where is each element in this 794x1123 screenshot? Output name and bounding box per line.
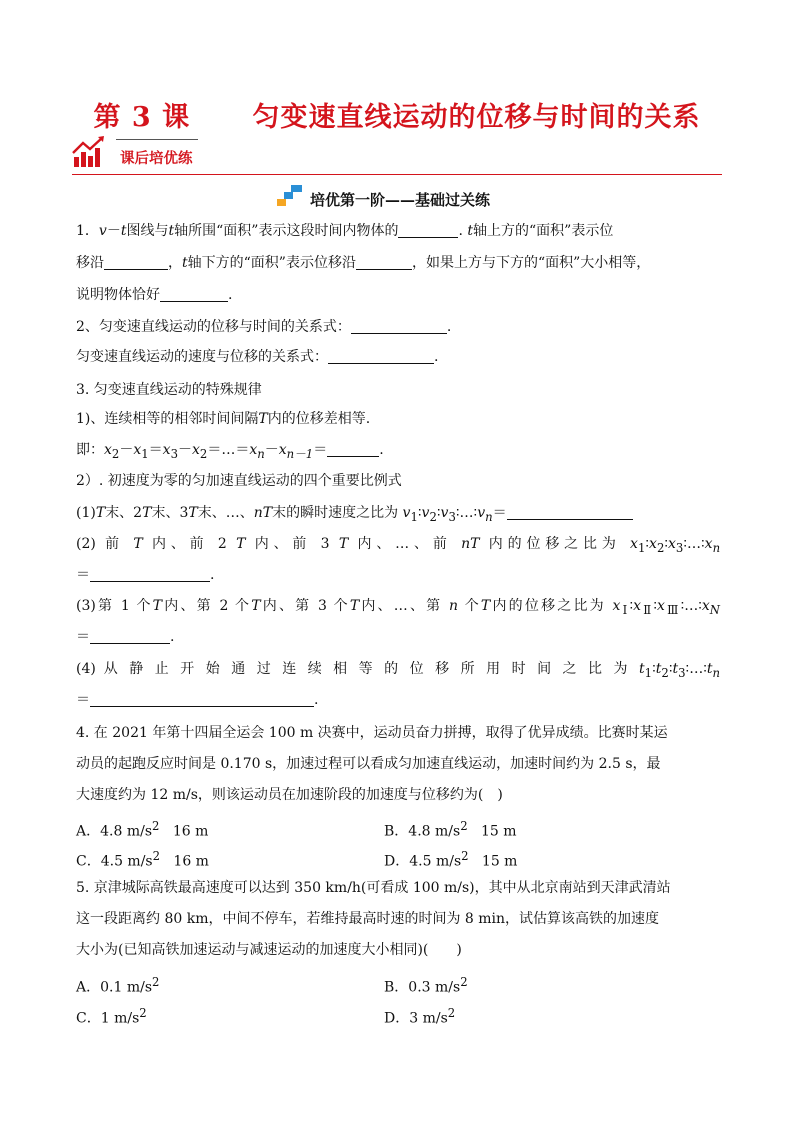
page-title: 第 3 课 匀变速直线运动的位移与时间的关系 — [93, 102, 701, 133]
q2-blank-2[interactable] — [328, 349, 434, 364]
trend-chart-icon — [72, 135, 106, 169]
q5-option-b[interactable]: B．0.3 $m/s^2$ — [384, 975, 468, 996]
q4-option-a[interactable]: A．4.8 $m/s^2$ 16 m — [76, 819, 209, 840]
q3-rule-1-formula: 即：$x_2-x_1=x_3-x_2=\dots=x_n-x_{n-1}=$ . — [76, 442, 384, 461]
q1-line-1: 1．v－t图线与t轴所围“面积”表示这段时间内物体的 . t轴上方的“面积”表示位 — [76, 223, 614, 239]
q3-ratio-4-answer: ＝ . — [76, 692, 319, 708]
header-bottom-rule — [72, 174, 722, 175]
q4-line-3: 大速度约为 12 m/s，则该运动员在加速阶段的加速度与位移约为( ) — [76, 787, 503, 803]
q4-line-1: 4. 在 2021 年第十四届全运会 100 m 决赛中，运动员奋力拼搏，取得了优异成绩。比赛时某运 — [76, 725, 668, 741]
q5-line-3: 大小为(已知高铁加速运动与减速运动的加速度大小相同)( ) — [76, 942, 462, 958]
q3-ratio-3-answer: ＝ . — [76, 629, 175, 645]
q3-rule-1: 1)、连续相等的相邻时间间隔T内的位移差相等. — [76, 411, 371, 427]
q4-option-d[interactable]: D．4.5 $m/s^2$ 15 m — [384, 849, 518, 870]
q2-blank-1[interactable] — [351, 319, 447, 334]
q4-option-b[interactable]: B．4.8 $m/s^2$ 15 m — [384, 819, 517, 840]
q3-blank-4[interactable] — [90, 629, 170, 644]
q2-line-1: 2、匀变速直线运动的位移与时间的关系式： . — [76, 319, 452, 335]
q3-heading: 3. 匀变速直线运动的特殊规律 — [76, 382, 262, 398]
subsection-label: 培优第一阶——基础过关练 — [310, 191, 491, 209]
q3-ratio-3: (3)第 1 个T内、第 2 个T内、第 3 个T内、…、第 n 个T内的位移之比为 $x_Ⅰ∶x_Ⅱ∶x_Ⅲ∶\dots∶x_N$ — [76, 598, 720, 617]
q1-blank-1[interactable] — [398, 223, 458, 238]
q5-line-2: 这一段距离约 80 km，中间不停车，若维持最高时速的时间为 8 min，试估算该高铁的加速度 — [76, 911, 660, 927]
q1-line-3: 说明物体恰好 . — [76, 287, 233, 303]
q3-ratio-2: (2) 前 T 内、前 2 T 内、前 3 T 内、…、前 nT 内的位移之比为 $x_1∶x_2∶x_3∶\dots∶x_n$ — [76, 536, 721, 555]
q1-line-2: 移沿 ，t轴下方的“面积”表示位移沿 ，如果上方与下方的“面积”大小相等， — [76, 255, 651, 271]
q3-blank-5[interactable] — [90, 692, 314, 707]
q2-line-2: 匀变速直线运动的速度与位移的关系式： . — [76, 349, 439, 365]
header-top-rule — [116, 139, 198, 140]
section-header — [72, 133, 722, 179]
q4-line-2: 动员的起跑反应时间是 0.170 s，加速过程可以看成匀加速直线运动，加速时间约为 2.5 s，最 — [76, 756, 661, 772]
q1-blank-2[interactable] — [104, 255, 168, 270]
q4-option-c[interactable]: C．4.5 $m/s^2$ 16 m — [76, 849, 209, 870]
q5-option-c[interactable]: C．1 $m/s^2$ — [76, 1006, 147, 1027]
subsection-header — [276, 183, 536, 209]
q3-blank-1[interactable] — [327, 442, 379, 457]
q1-blank-4[interactable] — [160, 287, 228, 302]
stairs-icon — [276, 183, 304, 207]
section-label: 课后培优练 — [120, 150, 193, 167]
q5-option-d[interactable]: D．3 $m/s^2$ — [384, 1006, 456, 1027]
q3-ratio-4: (4) 从 静 止 开 始 通 过 连 续 相 等 的 位 移 所 用 时 间 之 比 为 $t_1∶t_2∶t_3∶\dots∶t_n$ — [76, 661, 720, 680]
q3-blank-2[interactable] — [507, 505, 633, 520]
q3-ratio-2-answer: ＝ . — [76, 567, 215, 583]
q1-blank-3[interactable] — [356, 255, 412, 270]
q3-ratio-1: (1)T末、2T末、3T末、…、nT末的瞬时速度之比为 $v_1∶v_2∶v_3∶\dots∶v_n=$ — [76, 504, 633, 526]
q3-rule-2: 2）. 初速度为零的匀加速直线运动的四个重要比例式 — [76, 473, 402, 489]
q3-blank-3[interactable] — [90, 567, 210, 582]
q5-line-1: 5. 京津城际高铁最高速度可以达到 350 km/h(可看成 100 m/s)，其中从北京南站到天津武清站 — [76, 880, 671, 896]
q5-option-a[interactable]: A．0.1 $m/s^2$ — [76, 975, 160, 996]
